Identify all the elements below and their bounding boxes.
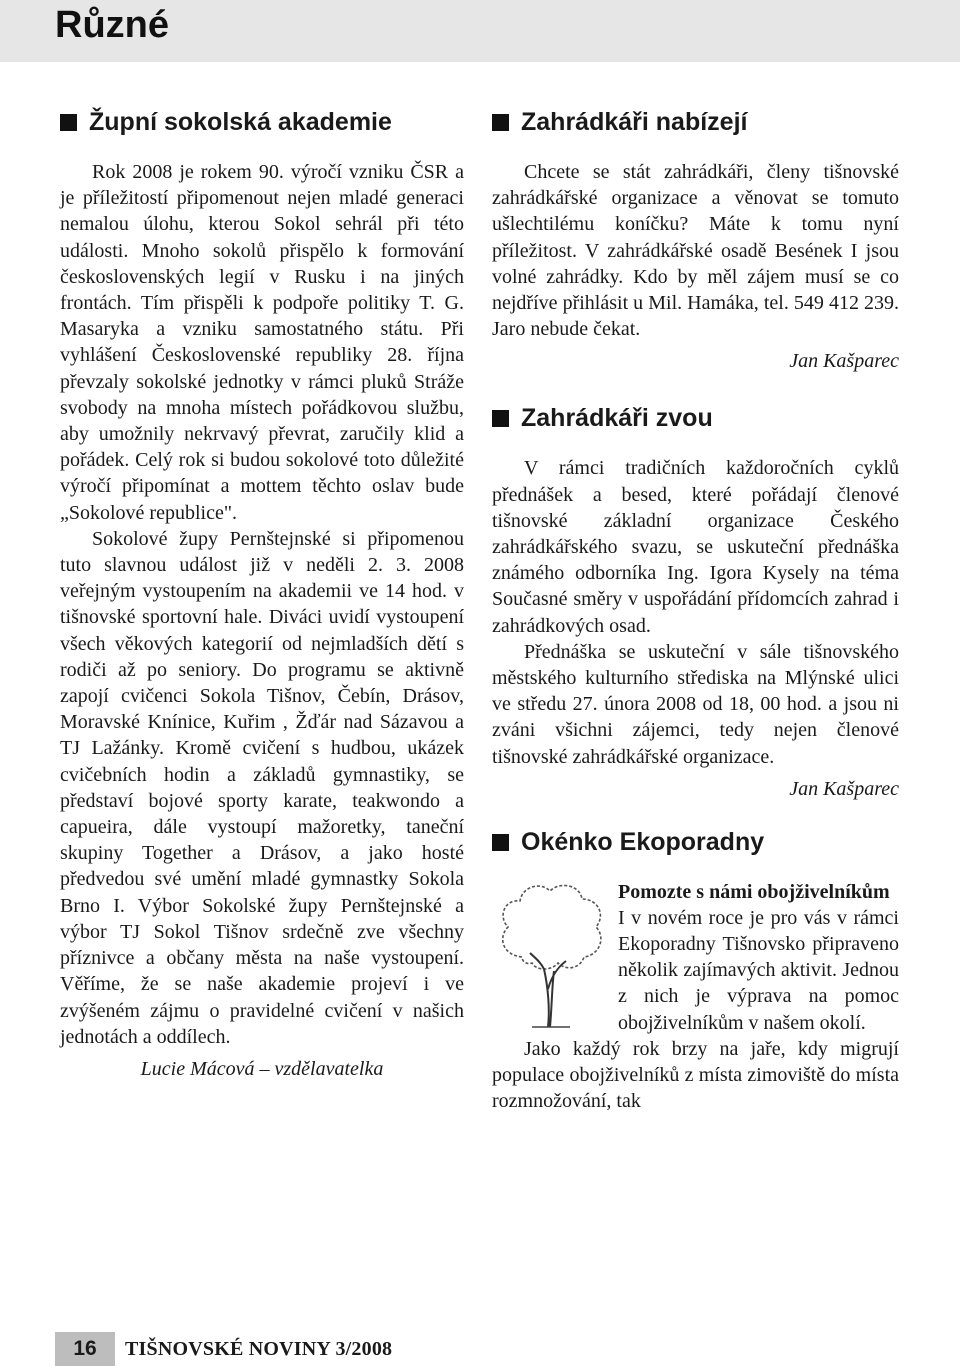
- ekoporadna-block: [492, 879, 899, 1115]
- square-bullet-icon: [60, 114, 77, 131]
- article-paragraph: Rok 2008 je rokem 90. výročí vzniku ČSR a je příležitostí připomenout nejen mladé generaci nemalou úlohu, kterou Sokol sehrál při této události. Mnoho sokolů přispělo k formování československých legií v Rusku i na jiných frontách. Tím přispěli k podpoře politiky T. G. Masaryka a vzniku samostatného státu. Při vyhlášení Československé republiky 28. října převzaly sokolské jednotky v rámci pluků Stráže svobody na mnoha místech pořádkovou službu, aby umožnily nekrvavý převrat, zaručily klid a pořádek. Celý rok si budou sokolové toto důležité výročí připomínat a mottem těchto oslav bude „Sokolové republice".: [60, 161, 464, 524]
- page-number: 16: [55, 1332, 115, 1366]
- square-bullet-icon: [492, 834, 509, 851]
- article-subtitle: Pomozte s námi obojživelníkům: [618, 880, 890, 903]
- article-paragraph: Sokolové župy Pernštejnské si připomenou tuto slavnou událost již v neděli 2. 3. 2008 veřejným vystoupením na akademii ve 14 hod. v tišnovské sportovní hale. Diváci uvidí vystoupení všech věkových kategorií od nejmladších dětí s rodiči až po seniory. Do programu se aktivně zapojí cvičenci Sokola Tišnov, Čebín, Drásov, Moravské Knínice, Kuřim , Žďár nad Sázavou a TJ Lažánky. Kromě cvičení s hudbou, ukázek cvičebních hodin a základů gymnastiky, se představí bojové sporty karate, teakwondo a capueira, dále vystoupí mažoretky, taneční skupiny Together a Drásov, a jako hosté předvedou své umění mladé gymnastky Sokola Brno I. Výbor Sokolské župy Pernštejnské a výbor TJ Sokol Tišnov srdečně zve všechny příznivce a občany města na naše vystoupení. Věříme, že se naše akademie projeví i ve zvýšeném zájmu o pravidelné cvičení v našich jednotách a oddílech.: [60, 527, 464, 1048]
- article-paragraph: V rámci tradičních každoročních cyklů přednášek a besed, které pořádají členové tišnovské základní organizace Českého zahrádkářského svazu, se uskuteční přednáška známého odborníka Ing. Igora Kysely na téma Současné směry v uspořádání přídomcích zahrad i zahrádkových osad.: [492, 457, 899, 637]
- heading-text: Zahrádkáři nabízejí: [521, 108, 748, 136]
- article-paragraph: Jako každý rok brzy na jaře, kdy migrují populace obojživelníků z místa zimoviště do místa rozmnožování, tak: [492, 1037, 899, 1113]
- article-paragraph: Chcete se stát zahrádkáři, členy tišnovské zahrádkářské organizace a věnovat se tomuto ušlechtilému koníčku? Máte k tomu nyní příležitost. V zahrádkářské osadě Besének I jsou volné zahrádky. Kdo by měl zájem musí se co nejdříve přihlásit u Mil. Hamáka, tel. 549 412 239. Jaro nebude čekat.: [492, 161, 899, 341]
- section-heading-sokol-akademie: [60, 108, 464, 137]
- page-title: Různé: [55, 4, 169, 46]
- square-bullet-icon: [492, 114, 509, 131]
- section-heading-zahradkari-nabizeji: [492, 108, 899, 137]
- square-bullet-icon: [492, 410, 509, 427]
- article-byline: Jan Kašparec: [789, 777, 899, 800]
- section-heading-okenko-ekoporadny: [492, 828, 899, 857]
- article-byline: Lucie Mácová – vzdělavatelka: [140, 1057, 384, 1080]
- page-footer: [55, 1332, 392, 1366]
- heading-text: Zahrádkáři zvou: [521, 404, 713, 433]
- right-column: [492, 108, 899, 1114]
- publication-title: TIŠNOVSKÉ NOVINY 3/2008: [125, 1337, 393, 1360]
- section-heading-zahradkari-zvou: [492, 404, 899, 433]
- article-paragraph: I v novém roce je pro vás v rámci Ekoporadny Tišnovsko připraveno několik zajímavých aktivit. Jednou z nich je výprava na pomoc obojživelníkům v našem okolí.: [618, 906, 899, 1034]
- heading-text: Okénko Ekoporadny: [521, 827, 765, 856]
- tree-icon: [492, 879, 610, 1029]
- heading-text: Župní sokolská akademie: [89, 108, 392, 136]
- left-column: [60, 108, 464, 1082]
- article-paragraph: Přednáška se uskuteční v sále tišnovského městského kulturního střediska na Mlýnské ulici ve středu 27. února 2008 od 18, 00 hod. a jsou ni zváni všichni zájemci, tedy nejen členové tišnovské zahrádkářské organizace.: [492, 640, 899, 768]
- article-byline: Jan Kašparec: [789, 350, 899, 373]
